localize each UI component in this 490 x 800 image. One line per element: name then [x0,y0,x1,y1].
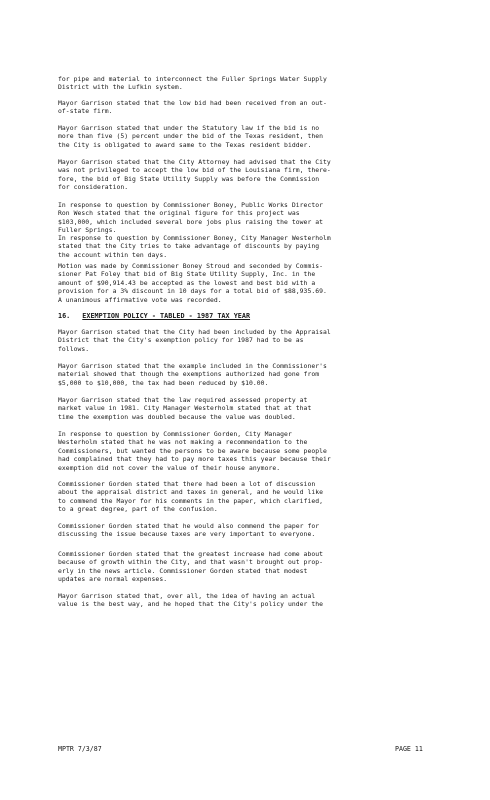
paragraph-14: Commissioner Gorden stated that the greatest increase had come about because of growth within the City, and that wasn't brought out prop- erly in the news article. Commissioner Gorden stated that modest updates are normal expenses. [58,550,324,584]
paragraph-1: for pipe and material to interconnect the Fuller Springs Water Supply District with the Lufkin system. [58,75,327,92]
paragraph-9: Mayor Garrison stated that the example included in the Commissioner's material showed that though the exemptions authorized had gone from $5,000 to $10,000, the tax had been reduced by $10.00. [58,362,327,387]
paragraph-11: In response to question by Commissioner Gorden, City Manager Westerholm stated that he was not making a recommendation to the Commissioners, but wanted the persons to be aware because some people had complained that they had to pay more taxes this year because their exemption did not cover the value of their house anymore. [58,430,331,472]
section-heading-exemption-policy [58,312,458,321]
paragraph-5: In response to question by Commissioner Boney, Public Works Director Ron Wesch stated that the original figure for this project was $103,000, which included several bore jobs plus raising the tower at Fuller Springs. [58,201,324,235]
page-number: PAGE 11 [395,745,423,753]
paragraph-2: Mayor Garrison stated that the low bid had been received from an out- of-state firm. [58,99,327,116]
paragraph-7: Motion was made by Commissioner Boney Stroud and seconded by Commis- sioner Pat Foley that bid of Big State Utility Supply, Inc. in the amount of $90,914.43 be accepted as the lowest and best bid with a provision for a 3% discount in 10 days for a total bid of $88,935.69. A unanimous affirmative vote was recorded. [58,262,327,304]
paragraph-12: Commissioner Gorden stated that there had been a lot of discussion about the appraisal district and taxes in general, and he would like to commend the Mayor for his comments in the paper, which clarified, to a great degree, part of the confusion. [58,480,324,514]
section-number: 16. [58,312,71,320]
paragraph-6: In response to question by Commissioner Boney, City Manager Westerholm stated that the City tries to take advantage of discounts by paying the account within ten days. [58,234,331,259]
footer-date: MPTR 7/3/87 [58,745,102,753]
paragraph-13: Commissioner Gorden stated that he would also commend the paper for discussing the issue because taxes are very important to everyone. [58,522,320,539]
paragraph-4: Mayor Garrison stated that the City Attorney had advised that the City was not privileged to accept the low bid of the Louisiana firm, there- fore, the bid of Big State Utility Supply was before the Commission for consideration. [58,158,331,192]
section-title: EXEMPTION POLICY - TABLED - 1987 TAX YEAR [82,312,251,320]
paragraph-3: Mayor Garrison stated that under the Statutory law if the bid is no more than five (5) percent under the bid of the Texas resident, then the City is obligated to award same to the Texas resident bidder. [58,124,324,149]
paragraph-8: Mayor Garrison stated that the City had been included by the Appraisal District that the City's exemption policy for 1987 had to be as follows. [58,328,331,353]
paragraph-10: Mayor Garrison stated that the law required assessed property at market value in 1981. City Manager Westerholm stated that at that time the exemption was doubled because the value was doubled. [58,396,312,421]
paragraph-15: Mayor Garrison stated that, over all, the idea of having an actual value is the best way, and he hoped that the City's policy under the [58,592,324,609]
